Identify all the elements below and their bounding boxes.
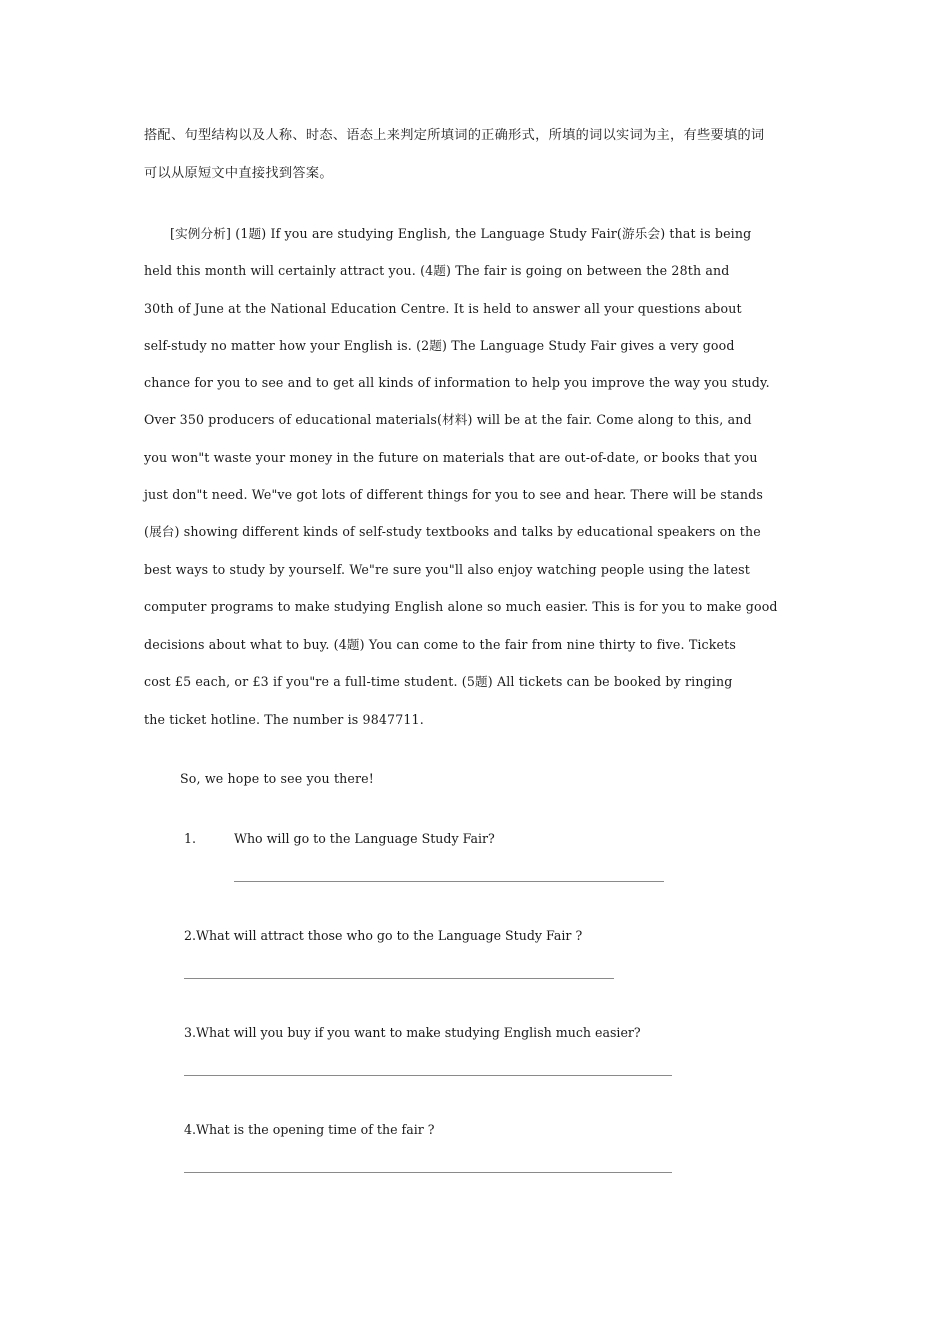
question-3-text: 3.What will you buy if you want to make studying English much easier? — [184, 1025, 641, 1040]
passage-line-12: decisions about what to buy. (4题) You can come to the fair from nine thirty to five. Tickets — [144, 637, 736, 652]
question-2-text: 2.What will attract those who go to the Language Study Fair ? — [184, 928, 583, 943]
question-1-number: 1. — [184, 831, 197, 846]
passage-line-9: (展台) showing different kinds of self-study textbooks and talks by educational speakers on the — [144, 524, 761, 539]
answer-line-2[interactable] — [184, 978, 614, 979]
passage-line-1: [实例分析] (1题) If you are studying English, the Language Study Fair(游乐会) that is being — [170, 226, 752, 241]
answer-line-4[interactable] — [184, 1172, 672, 1173]
passage-line-2: held this month will certainly attract you. (4题) The fair is going on between the 28th and — [144, 263, 730, 278]
intro-line-2: 可以从原短文中直接找到答案。 — [144, 166, 333, 181]
intro-line-1: 搭配、句型结构以及人称、时态、语态上来判定所填词的正确形式，所填的词以实词为主，有些要填的词 — [144, 128, 765, 143]
closing-line: So, we hope to see you there! — [180, 771, 375, 786]
answer-line-3[interactable] — [184, 1075, 672, 1076]
passage-line-4: self-study no matter how your English is. (2题) The Language Study Fair gives a very good — [144, 338, 735, 353]
passage-line-5: chance for you to see and to get all kinds of information to help you improve the way you study. — [144, 375, 770, 390]
passage-line-14: the ticket hotline. The number is 9847711. — [144, 712, 424, 727]
passage-line-11: computer programs to make studying English alone so much easier. This is for you to make good — [144, 599, 778, 614]
passage-line-6: Over 350 producers of educational materials(材料) will be at the fair. Come along to this, and — [144, 412, 752, 427]
question-1-text: Who will go to the Language Study Fair? — [234, 831, 495, 846]
passage-line-8: just don"t need. We"ve got lots of different things for you to see and hear. There will be stands — [144, 487, 763, 502]
passage-line-13: cost £5 each, or £3 if you"re a full-time student. (5题) All tickets can be booked by ringing — [144, 674, 733, 689]
passage-line-7: you won"t waste your money in the future on materials that are out-of-date, or books that you — [144, 450, 758, 465]
question-4-text: 4.What is the opening time of the fair ? — [184, 1122, 435, 1137]
passage-line-3: 30th of June at the National Education Centre. It is held to answer all your questions about — [144, 301, 742, 316]
answer-line-1[interactable] — [234, 881, 664, 882]
passage-line-10: best ways to study by yourself. We"re sure you"ll also enjoy watching people using the latest — [144, 562, 750, 577]
